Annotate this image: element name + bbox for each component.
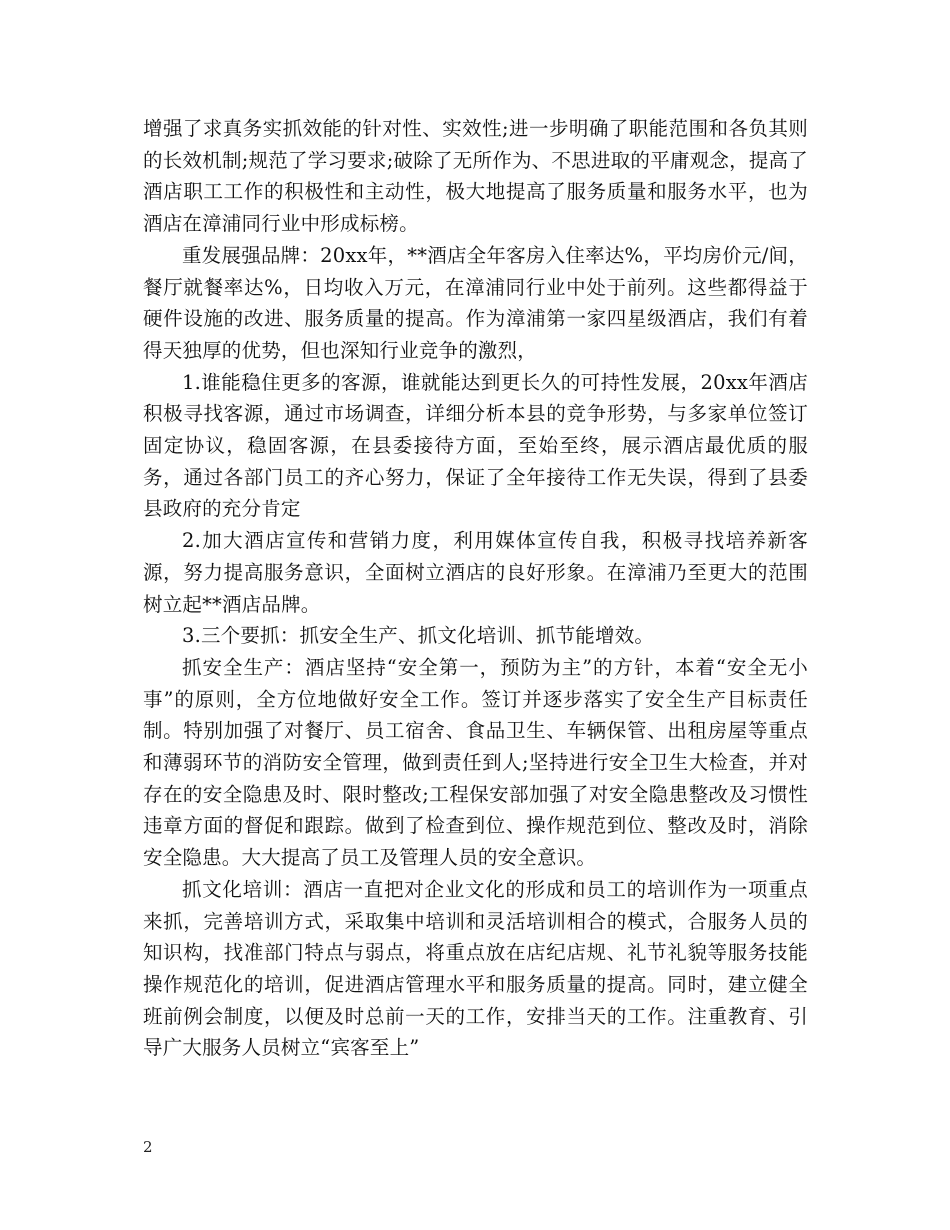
page-number: 2	[143, 1138, 153, 1156]
paragraph-5: 3.三个要抓：抓安全生产、抓文化培训、抓节能增效。	[182, 624, 655, 648]
paragraph-1: 增强了求真务实抓效能的针对性、实效性;进一步明确了职能范围和各负其则的长效机制;规范了学习要求;破除了无所作为、不思进取的平庸观念，提高了酒店职工工作的积极性和主动性，极大地提高了服务质量和服务水平，也为酒店在漳浦同行业中形成标榜。	[143, 117, 808, 236]
paragraph-2: 重发展强品牌：20xx年，**酒店全年客房入住率达%，平均房价元/间，餐厅就餐率达%，日均收入万元，在漳浦同行业中处于前列。这些都得益于硬件设施的改进、服务质量的提高。作为漳浦第一家四星级酒店，我们有着得天独厚的优势，但也深知行业竞争的激烈，	[143, 243, 808, 362]
body-text	[143, 113, 808, 1064]
paragraph-6: 抓安全生产：酒店坚持“安全第一，预防为主”的方针，本着“安全无小事”的原则，全方位地做好安全工作。签订并逐步落实了安全生产目标责任制。特别加强了对餐厅、员工宿舍、食品卫生、车辆保管、出租房屋等重点和薄弱环节的消防安全管理，做到责任到人;坚持进行安全卫生大检查，并对存在的安全隐患及时、限时整改;工程保安部加强了对安全隐患整改及习惯性违章方面的督促和跟踪。做到了检查到位、操作规范到位、整改及时，消除安全隐患。大大提高了员工及管理人员的安全意识。	[143, 655, 808, 870]
paragraph-3: 1.谁能稳住更多的客源，谁就能达到更长久的可持性发展，20xx年酒店积极寻找客源，通过市场调查，详细分析本县的竞争形势，与多家单位签订固定协议，稳固客源，在县委接待方面，至始至终，展示酒店最优质的服务，通过各部门员工的齐心努力，保证了全年接待工作无失误，得到了县委县政府的充分肯定	[143, 370, 808, 521]
paragraph-4: 2.加大酒店宣传和营销力度，利用媒体宣传自我，积极寻找培养新客源，努力提高服务意识，全面树立酒店的良好形象。在漳浦乃至更大的范围树立起**酒店品牌。	[143, 529, 808, 616]
paragraph-7: 抓文化培训：酒店一直把对企业文化的形成和员工的培训作为一项重点来抓，完善培训方式，采取集中培训和灵活培训相合的模式，合服务人员的知识构，找准部门特点与弱点，将重点放在店纪店规、礼节礼貌等服务技能操作规范化的培训，促进酒店管理水平和服务质量的提高。同时，建立健全班前例会制度，以便及时总前一天的工作，安排当天的工作。注重教育、引导广大服务人员树立“宾客至上”	[143, 877, 808, 1060]
